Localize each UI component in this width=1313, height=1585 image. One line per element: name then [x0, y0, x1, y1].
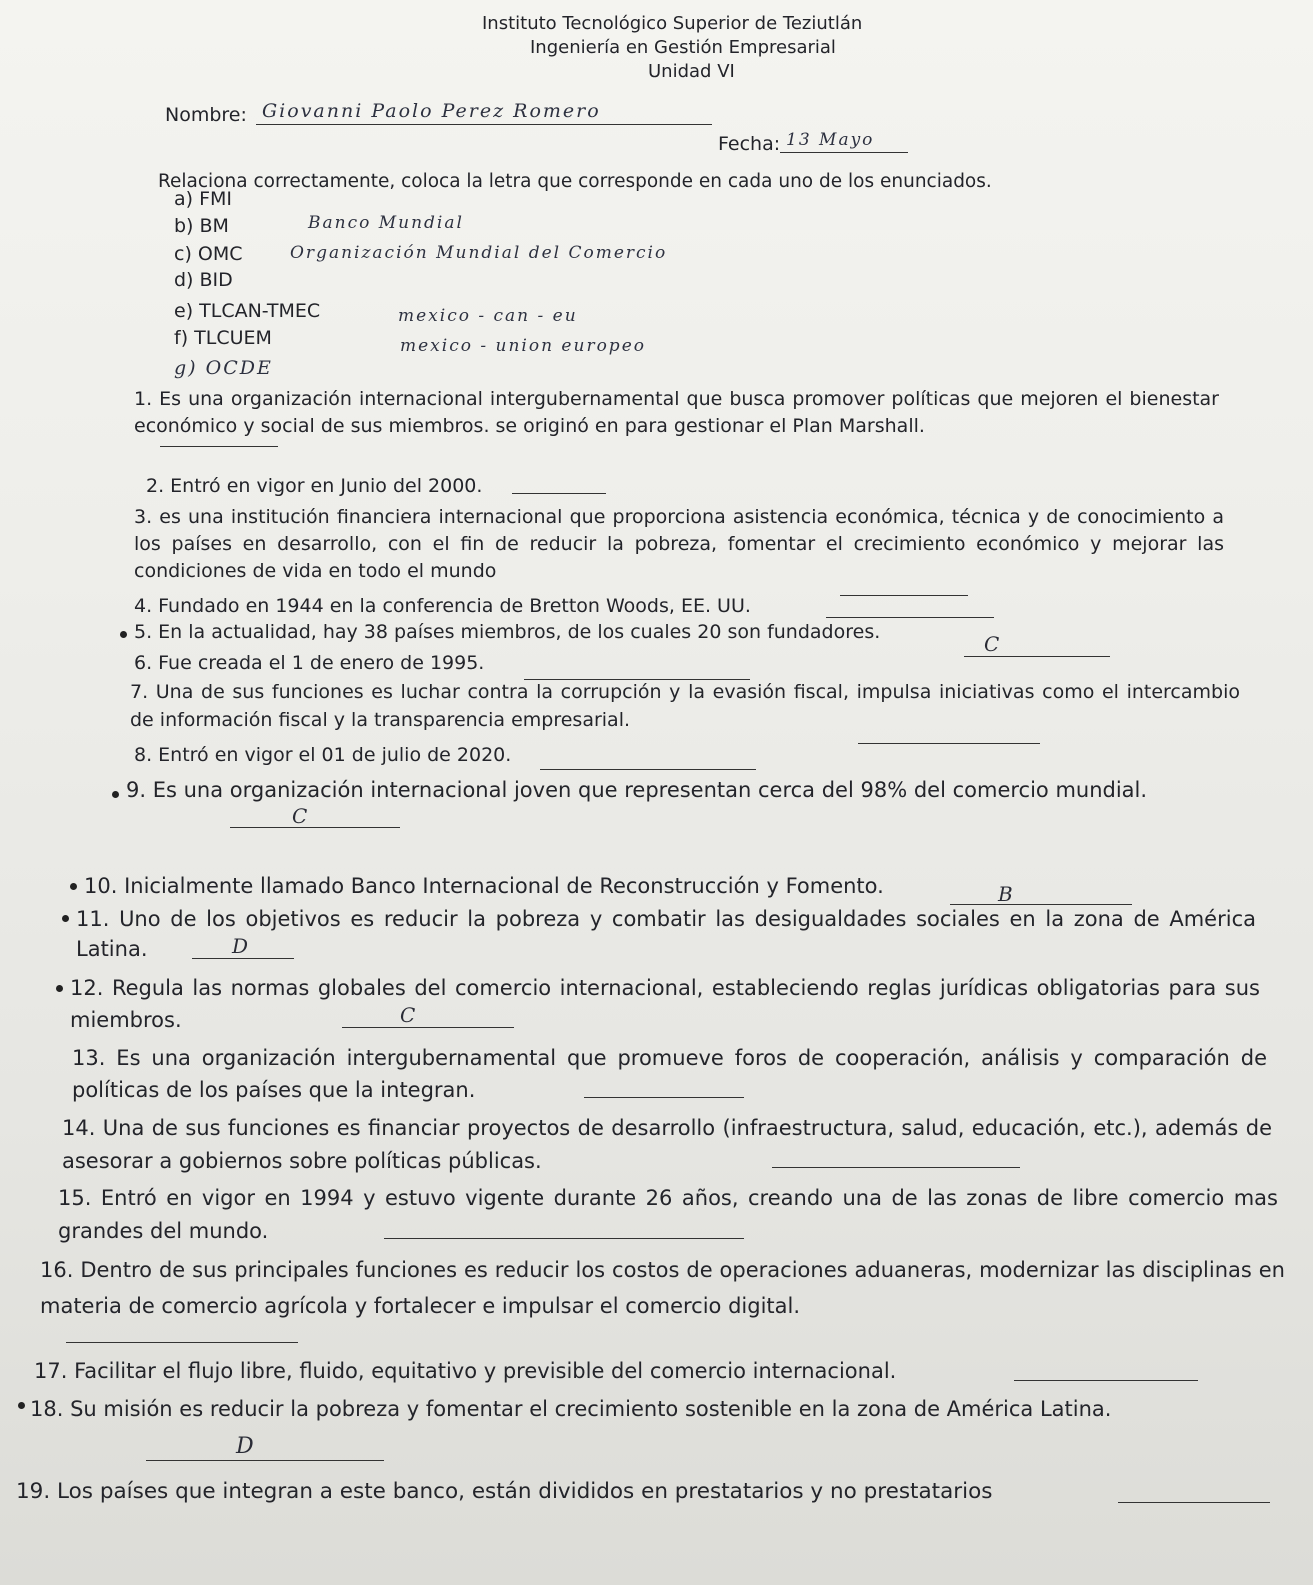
answer-11[interactable]: D — [232, 934, 249, 958]
question-19: 19. Los países que integran a este banco, están divididos en prestatarios y no prestatarios — [16, 1479, 993, 1504]
answer-line-13[interactable] — [584, 1097, 744, 1098]
option-f: f) TLCUEM — [174, 327, 272, 349]
tick-mark-10 — [70, 883, 77, 890]
tick-mark-5 — [120, 631, 127, 638]
answer-18[interactable]: D — [236, 1434, 254, 1459]
answer-line-11[interactable] — [192, 958, 294, 959]
question-15: 15. Entró en vigor en 1994 y estuvo vigente durante 26 años, creando una de las zonas de libre comercio mas grandes del mundo. — [58, 1186, 1278, 1243]
option-c: c) OMC — [174, 243, 243, 265]
answer-line-14[interactable] — [772, 1167, 1020, 1168]
answer-9[interactable]: C — [292, 804, 308, 828]
unit-title: Unidad VI — [648, 61, 735, 82]
instructions: Relaciona correctamente, coloca la letra que corresponde en cada uno de los enunciados. — [158, 171, 992, 192]
question-14: 14. Una de sus funciones es financiar proyectos de desarrollo (infraestructura, salud, educación, etc.), además de asesorar a gobiernos sobre políticas públicas. — [62, 1116, 1272, 1173]
question-3: 3. es una institución financiera internacional que proporciona asistencia económica, técnica y de conocimiento a los países en desarrollo, con el fin de reducir la pobreza, fomentar el crecimiento económico y mejorar las condiciones de vida en todo el mundo — [134, 506, 1224, 582]
question-8: 8. Entró en vigor el 01 de julio de 2020. — [134, 744, 512, 766]
question-10: 10. Inicialmente llamado Banco Internacional de Reconstrucción y Fomento. — [84, 874, 884, 898]
option-d: d) BID — [174, 269, 233, 291]
question-6: 6. Fue creada el 1 de enero de 1995. — [134, 652, 485, 674]
answer-line-15[interactable] — [384, 1238, 744, 1239]
answer-10[interactable]: B — [998, 882, 1013, 906]
date-label: Fecha: — [718, 133, 781, 155]
option-f-note: mexico - union europeo — [400, 336, 646, 356]
option-e: e) TLCAN-TMEC — [174, 300, 321, 322]
option-c-note: Organización Mundial del Comercio — [290, 243, 668, 263]
option-a: a) FMI — [174, 188, 233, 210]
answer-line-19[interactable] — [1118, 1502, 1270, 1503]
answer-line-16[interactable] — [66, 1342, 298, 1343]
answer-line-12[interactable] — [342, 1027, 514, 1028]
question-2: 2. Entró en vigor en Junio del 2000. — [146, 475, 483, 497]
question-1: 1. Es una organización internacional intergubernamental que busca promover políticas que mejoren el bienestar económico y social de sus miembros. se originó en para gestionar el Plan Marshall. — [134, 388, 1219, 437]
option-b: b) BM — [174, 215, 229, 237]
question-4: 4. Fundado en 1944 en la conferencia de Bretton Woods, EE. UU. — [134, 595, 751, 617]
program-title: Ingeniería en Gestión Empresarial — [530, 37, 836, 58]
answer-line-5[interactable] — [964, 656, 1110, 657]
answer-line-9[interactable] — [230, 827, 400, 828]
question-5: 5. En la actualidad, hay 38 países miembros, de los cuales 20 son fundadores. — [134, 621, 881, 643]
tick-mark-11 — [62, 915, 69, 922]
option-b-note: Banco Mundial — [308, 213, 464, 233]
answer-line-17[interactable] — [1014, 1380, 1198, 1381]
tick-mark-18 — [18, 1402, 25, 1409]
question-11: 11. Uno de los objetivos es reducir la pobreza y combatir las desigualdades sociales en la zona de América Latina. — [76, 907, 1256, 961]
name-line — [256, 124, 712, 125]
question-13: 13. Es una organización intergubernamental que promueve foros de cooperación, análisis y comparación de políticas de los países que la integran. — [72, 1046, 1267, 1102]
date-value[interactable]: 13 Mayo — [786, 130, 875, 150]
answer-line-8[interactable] — [540, 769, 756, 770]
question-17: 17. Facilitar el flujo libre, fluido, equitativo y previsible del comercio internacional. — [34, 1359, 897, 1383]
answer-line-18[interactable] — [146, 1460, 384, 1461]
name-label: Nombre: — [165, 104, 247, 126]
answer-line-2[interactable] — [512, 493, 606, 494]
question-7: 7. Una de sus funciones es luchar contra la corrupción y la evasión fiscal, impulsa iniciativas como el intercambio de información fiscal y la transparencia empresarial. — [130, 681, 1240, 731]
tick-mark-9 — [112, 791, 119, 798]
institute-title: Instituto Tecnológico Superior de Teziutlán — [482, 13, 863, 34]
answer-line-3[interactable] — [840, 595, 968, 596]
answer-12[interactable]: C — [400, 1003, 416, 1027]
answer-line-1[interactable] — [160, 446, 278, 447]
name-value[interactable]: Giovanni Paolo Perez Romero — [262, 100, 601, 122]
question-18: 18. Su misión es reducir la pobreza y fomentar el crecimiento sostenible en la zona de América Latina. — [30, 1397, 1112, 1421]
question-16: 16. Dentro de sus principales funciones es reducir los costos de operaciones aduaneras, modernizar las disciplinas en materia de comercio agrícola y fortalecer e impulsar el comercio digital. — [40, 1258, 1285, 1318]
question-9: 9. Es una organización internacional joven que representan cerca del 98% del comercio mundial. — [126, 778, 1148, 802]
answer-line-4[interactable] — [826, 617, 994, 618]
tick-mark-12 — [56, 985, 63, 992]
date-line — [780, 152, 908, 153]
answer-5[interactable]: C — [984, 632, 1000, 656]
answer-line-7[interactable] — [858, 743, 1040, 744]
question-12: 12. Regula las normas globales del comercio internacional, estableciendo reglas jurídicas obligatorias para sus miembros. — [70, 976, 1260, 1032]
option-e-note: mexico - can - eu — [398, 306, 578, 326]
option-g: g) OCDE — [174, 357, 273, 379]
